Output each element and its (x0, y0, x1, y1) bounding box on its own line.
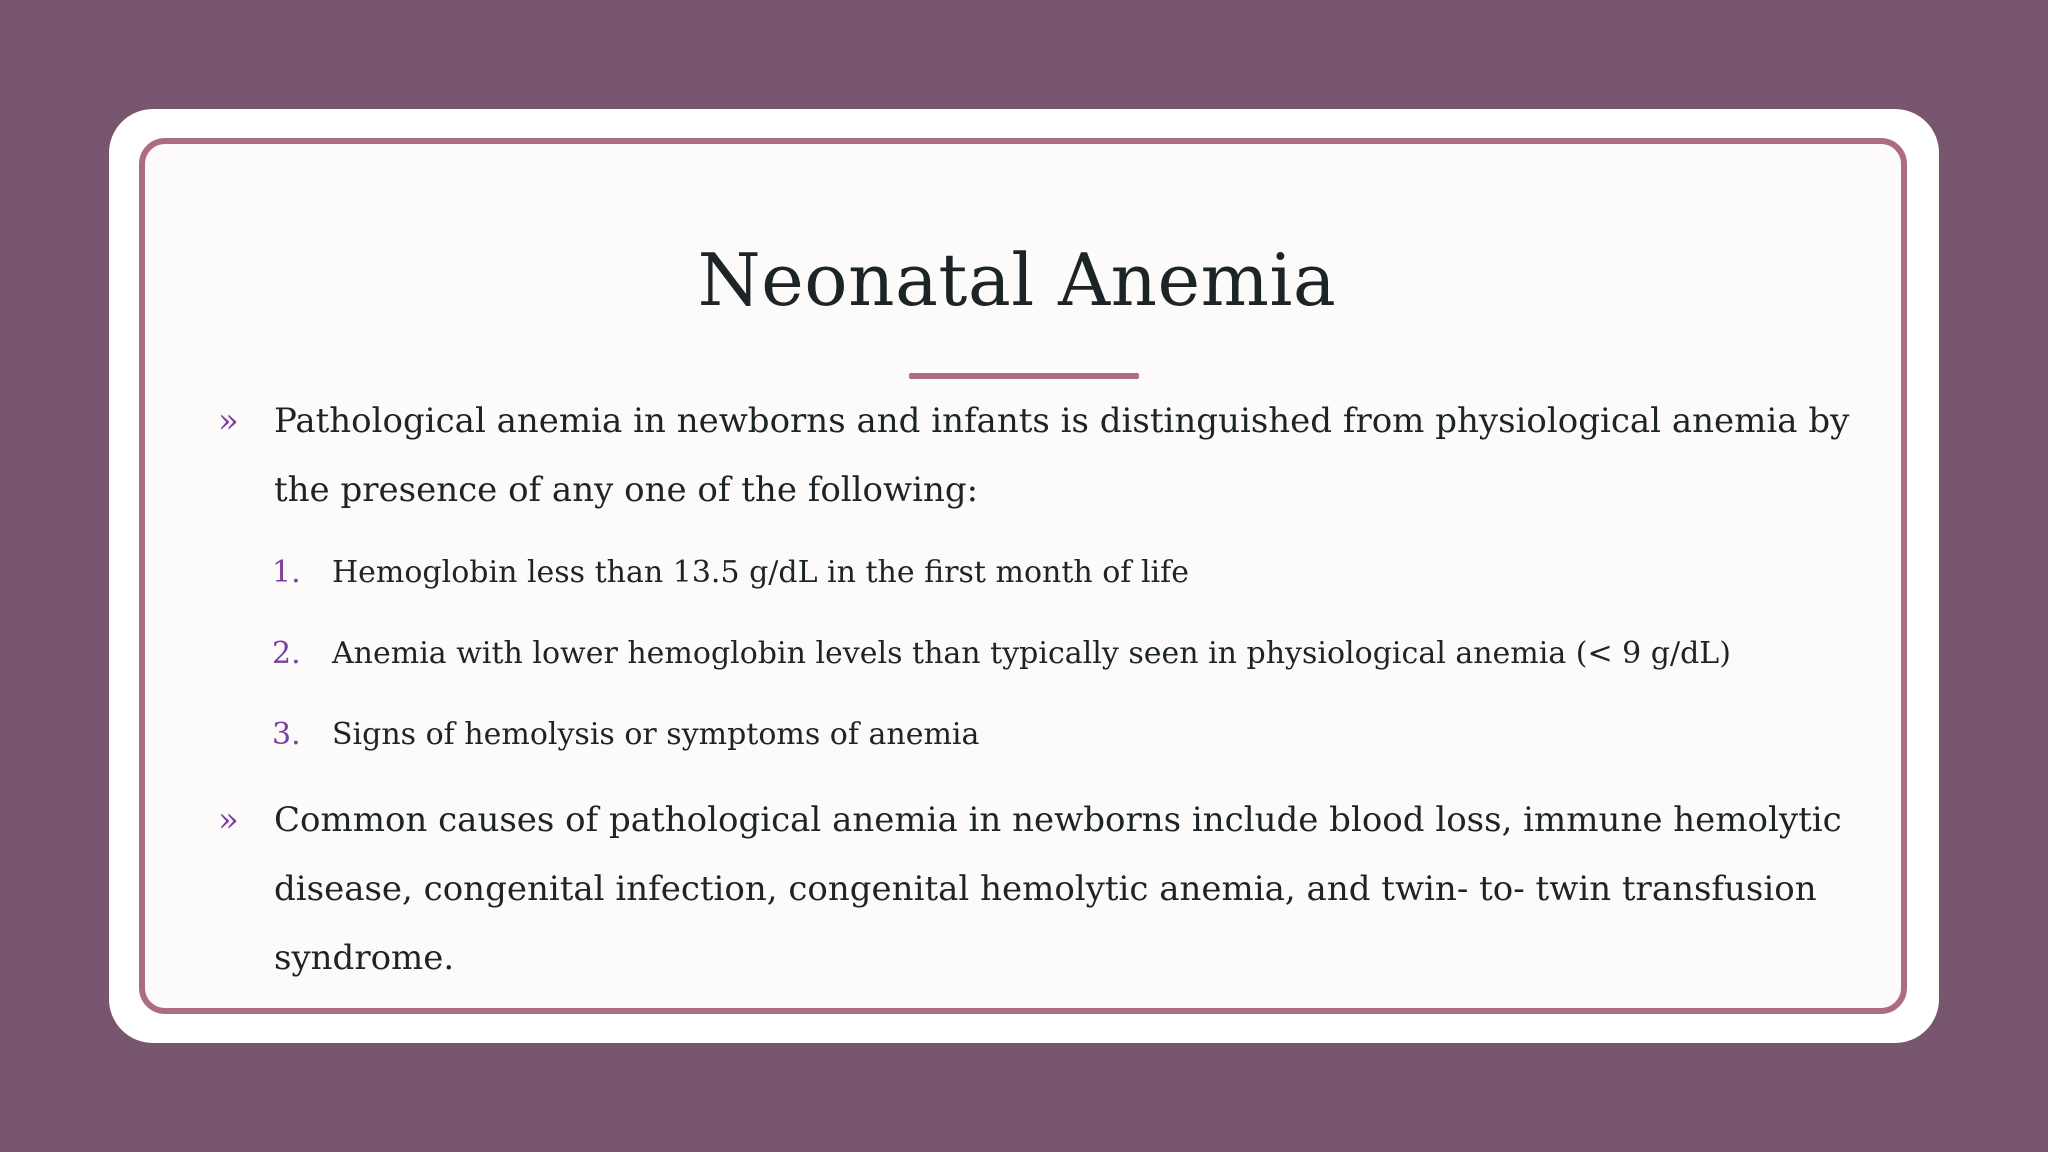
bullet-marker-icon: » (218, 800, 239, 840)
title-divider (909, 373, 1139, 379)
slide-title: Neonatal Anemia (697, 238, 1337, 322)
item-number: 3. (272, 717, 301, 752)
item-number: 2. (272, 636, 301, 671)
bullet-text: Pathological anemia in newborns and infants is distinguished from physiological anemia by the presence of any one of the following: (274, 401, 1850, 510)
item-text: Signs of hemolysis or symptoms of anemia (332, 717, 980, 752)
bullet-text: Common causes of pathological anemia in newborns include blood loss, immune hemolytic disease, congenital infection, congenital hemolytic anemia, and twin- to- twin transfusion syndrome. (274, 800, 1842, 978)
item-number: 1. (272, 555, 301, 590)
item-text: Anemia with lower hemoglobin levels than typically seen in physiological anemia (< 9 g/dL) (332, 636, 1731, 671)
item-text: Hemoglobin less than 13.5 g/dL in the first month of life (332, 555, 1189, 590)
bullet-marker-icon: » (218, 401, 239, 441)
